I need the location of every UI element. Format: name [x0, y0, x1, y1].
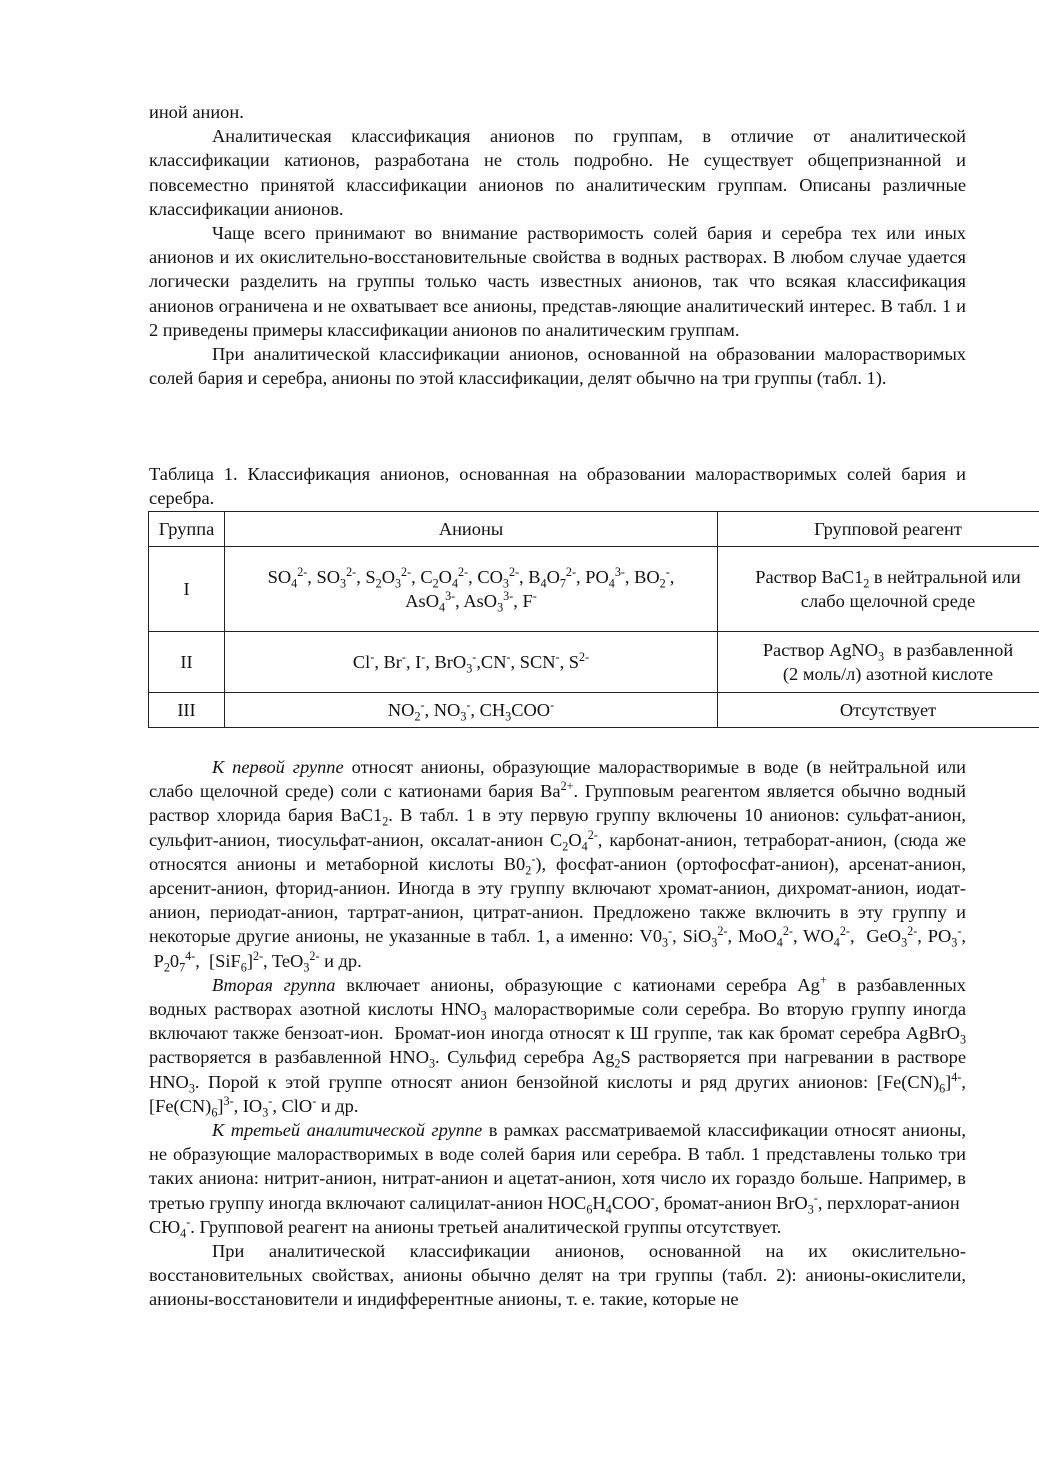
table-container — [148, 511, 1039, 728]
paragraph: Вторая группа включает анионы, образующие с катионами серебра Ag+ в разбавленных водных растворах азотной кислоты $HNO_3$ малорастворимые соли серебра. Во вторую группу иногда включают также бензоат-ион. Бромат-ион иногда относят к Ш группе, так как бромат серебра AgBrO$_3$ растворяется в разбавленной $HNO_3$. Сульфид серебра $Ag_2S$ растворяется при нагревании в растворе $HNO_3$. Порой к этой группе относят анион бензойной кислоты и ряд других анионов: $[Fe(CN)_6]^{4-}$, $[Fe(CN)_6]^{3-}$, $IO_3^-$, ClO- и др. — [149, 972, 966, 1120]
paragraph: иной анион. — [149, 102, 244, 122]
cell-group: III — [149, 693, 225, 728]
discussion-text — [149, 755, 966, 1312]
cell-anions: Cl-, Br-, I-, BrO$_3$-,CN-, SCN-, $S^{2-}$ — [225, 632, 718, 693]
table-header-row — [149, 512, 1039, 547]
table-row — [149, 693, 1039, 728]
paragraph: При аналитической классификации анионов, основанной на их окислительно-восстановительных свойствах, анионы обычно делят на три группы (табл. 2): анионы-окислители, анионы-восстановители и индифферентные анионы, т. е. такие, которые не — [149, 1241, 966, 1310]
cell-reagent: Раствор AgNO$_3$ в разбавленной (2 моль/л) азотной кислоте — [718, 632, 1039, 693]
table-row — [149, 632, 1039, 693]
header-anions: Анионы — [225, 512, 718, 547]
cell-group: I — [149, 547, 225, 632]
cell-anions: $SO_4^{2-}$, $SO_3^{2-}$, $S_2O_3^{2-}$, $C_2O_4^{2-}$, $CO_3^{2-}$, $B_4O_7^{2-}$, $PO_4^{3-}$, $BO_2^-$, AsO$_4^{3-}$, AsO$_3^{3-}$, F- — [225, 547, 718, 632]
intro-text — [149, 100, 966, 390]
cell-group: II — [149, 632, 225, 693]
paragraph: $СЮ_4^-$. Групповой реагент на анионы третьей аналитической группы отсутствует. — [149, 1214, 782, 1241]
cell-reagent: Отсутствует — [718, 693, 1039, 728]
cell-anions: $NO_2^-$, $NO_3^-$, $CH_3COO^-$ — [225, 693, 718, 728]
header-reagent: Групповой реагент — [718, 512, 1039, 547]
table-caption: Таблица 1. Классификация анионов, основанная на образовании малорастворимых солей бария и серебра. — [149, 464, 966, 509]
cell-reagent: Раствор $BaC1_2$ в нейтральной или слабо щелочной среде — [718, 547, 1039, 632]
paragraph: К третьей аналитической группе в рамках рассматриваемой классификации относят анионы, не образующие малорастворимых в воде солей бария или серебра. В табл. 1 представлены только три таких аниона: нитрит-анион, нитрат-анион и ацетат-анион, хотя число их гораздо больше. Например, в третью группу иногда включают салицилат-анион $HOC_6H_4COO^-$, бромат-анион BrO$_3$-, перхлорат-анион — [149, 1120, 966, 1217]
paragraph: Аналитическая классификация анионов по группам, в отличие от аналитической классификации катионов, разработана не столь подробно. Не существует общепризнанной и повсеместно принятой классификации анионов по аналитическим группам. Описаны различные классификации анионов. — [149, 126, 966, 219]
table-row — [149, 547, 1039, 632]
paragraph: При аналитической классификации анионов, основанной на образовании малорастворимых солей бария и серебра, анионы по этой классификации, делят обычно на три группы (табл. 1). — [149, 344, 966, 389]
anion-classification-table — [148, 511, 1039, 728]
paragraph: Чаще всего принимают во внимание растворимость солей бария и серебра тех или иных анионов и их окислительно-восстановительные свойства в водных растворах. В любом случае удается логически разделить на группы только часть известных анионов, так что всякая классификация анионов ограничена и не охватывает все анионы, представ-ляющие аналитический интерес. В табл. 1 и 2 приведены примеры классификации анионов по аналитическим группам. — [149, 223, 966, 340]
header-group: Группа — [149, 512, 225, 547]
paragraph: К первой группе относят анионы, образующие малорастворимые в воде (в нейтральной или слабо щелочной среде) соли с катионами бария $Ba^{2+}$. Групповым реагентом является обычно водный раствор хлорида бария $BaC1_2$. В табл. 1 в эту первую группу включены 10 анионов: сульфат-анион, сульфит-анион, тиосульфат-анион, оксалат-анион $C_2O_4^{2-}$, карбонат-анион, тетраборат-анион, (сюда же относятся анионы и метаборной кислоты $B0_2^-$), фосфат-анион (ортофосфат-анион), арсенат-анион, арсенит-анион, фторид-анион. Иногда в эту группу включают хромат-анион, дихромат-анион, иодат-анион, периодат-анион, тартрат-анион, цитрат-анион. Предложено также включить в эту группу и некоторые другие анионы, не указанные в табл. 1, а именно: $V0_3^-$, SiO$_3^{2-}$, MoO$_4^{2-}$, $WO_4^{2-}$, GeO$_3^{2-}$, $PO_3^-$, $P_20_7^{4-}$, $[SiF_6]^{2-}$, TeO$_3^{2-}$ и др. — [149, 757, 966, 975]
